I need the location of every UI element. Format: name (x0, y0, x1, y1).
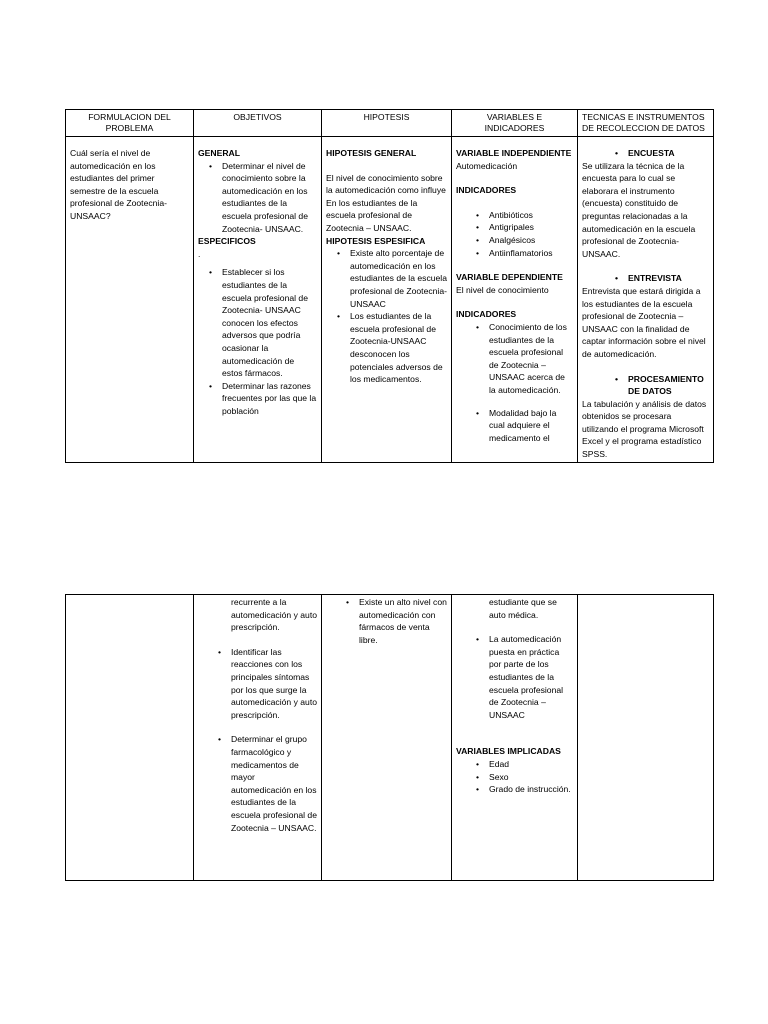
list-item: • Establecer si los estudiantes de la escuela profesional de Zootecnia- UNSAAC conocen los efectos adversos que podría ocasionar la automedicación de estos fármacos. (222, 266, 317, 379)
objetivos-continued-text: recurrente a la automedicación y auto prescripción. (231, 597, 317, 633)
variables-cell-continued (452, 595, 578, 881)
list-item: • Los estudiantes de la escuela profesional de Zootecnia-UNSAAC desconocen los potenciales adversos de los medicamentos. (350, 310, 447, 386)
research-matrix-table-page1 (65, 109, 714, 463)
indicadores-list (456, 209, 573, 259)
procesamiento-label: • PROCESAMIENTO DE DATOS (628, 373, 709, 398)
list-item: • Analgésicos (489, 234, 573, 247)
list-item: • Grado de instrucción. (489, 783, 573, 796)
entrevista-heading (582, 272, 709, 285)
variable-independiente-label: VARIABLE INDEPENDIENTE (456, 148, 572, 158)
list-item: • La automedicación puesta en práctica por parte de los estudiantes de la escuela profesional de Zootecnia – UNSAAC (489, 633, 573, 721)
procesamiento-heading (582, 373, 709, 398)
variable-dependiente-label: VARIABLE DEPENDIENTE (456, 272, 563, 283)
problema-text: Cuál sería el nivel de automedicación en los estudiantes del primer semestre de la escuela profesional de Zootecnia- UNSAAC? (70, 148, 167, 221)
entrevista-text: Entrevista que estará dirigida a los estudiantes de la escuela profesional de Zootecnia – UNSAAC con la finalidad de captar información sobre el nivel de automedicación. (582, 285, 706, 359)
list-item: • Determinar el grupo farmacológico y medicamentos de mayor automedicación en los estudiantes de la escuela profesional de Zootecnia – UNSAAC. (231, 733, 317, 834)
procesamiento-text: La tabulación y análisis de datos obtenidos se procesara utilizando el programa Microsoft Excel y el programa estadístico SPSS. (582, 398, 707, 460)
list-item: • Conocimiento de los estudiantes de la escuela profesional de Zootecnia – UNSAAC acerca de la automedicación. (489, 321, 573, 397)
indicadores2-list (456, 321, 573, 444)
objetivos-especificos-list (198, 266, 317, 417)
list-item: • Modalidad bajo la cual adquiere el medicamento el (489, 407, 573, 445)
objetivos-especificos-label: ESPECIFICOS (198, 236, 256, 247)
list-item: • Antiinflamatorios (489, 247, 573, 260)
variables-more-list (456, 633, 573, 721)
list-item: • Edad (489, 758, 573, 771)
hipotesis-especifica-list (326, 247, 447, 386)
header-objetivos: OBJETIVOS (194, 110, 322, 137)
variables-implicadas-label: VARIABLES IMPLICADAS (456, 746, 561, 757)
hipotesis-cell (322, 137, 452, 463)
variables-cell (452, 137, 578, 463)
variable-dependiente-value: El nivel de conocimiento (456, 284, 549, 295)
tecnicas-cell (578, 137, 714, 463)
problema-cell-continued (66, 595, 194, 881)
objetivos-more-list (198, 646, 317, 834)
hipotesis-cell-continued (322, 595, 452, 881)
encuesta-label: • ENCUESTA (628, 147, 709, 160)
tecnicas-cell-continued (578, 595, 714, 881)
list-item: • Identificar las reacciones con los principales síntomas por los que surge la automedicación y auto prescripción. (231, 646, 317, 722)
indicadores2-label: INDICADORES (456, 309, 517, 320)
header-variables: VARIABLES E INDICADORES (452, 110, 578, 137)
research-matrix-table-page2 (65, 594, 714, 881)
objetivos-general-label: GENERAL (198, 148, 241, 158)
encuesta-heading (582, 147, 709, 160)
hipotesis-general-label: HIPOTESIS GENERAL (326, 148, 417, 158)
variable-independiente-value: Automedicación (456, 160, 518, 171)
variables-continued-text: estudiante que se auto médica. (489, 597, 557, 620)
hipotesis-especifica-label: HIPOTESIS ESPESIFICA (326, 235, 426, 246)
indicadores-label: INDICADORES (456, 185, 517, 196)
header-row (66, 110, 714, 137)
list-item: • Existe un alto nivel con automedicación con fármacos de venta libre. (359, 596, 447, 646)
objetivos-cell-continued (194, 595, 322, 881)
encuesta-text: Se utilizara la técnica de la encuesta para lo cual se elaborara el instrumento (encuesta) constituido de preguntas relacionadas a la automedicación en la escuela profesional de Zootecnia- UNSAAC. (582, 160, 696, 259)
list-item: • Determinar las razones frecuentes por las que la población (222, 380, 317, 418)
hipotesis-general-text: El nivel de conocimiento sobre la automedicación como influye En los estudiantes de la escuela profesional de Zootecnia – UNSAAC. (326, 172, 446, 233)
variables-implicadas-list (456, 758, 573, 796)
list-item: • Sexo (489, 771, 573, 784)
header-tecnicas: TECNICAS E INSTRUMENTOS DE RECOLECCION DE DATOS (578, 110, 714, 137)
list-item: • Determinar el nivel de conocimiento sobre la automedicación en los estudiantes de la escuela profesional de Zootecnia- UNSAAC. (222, 160, 317, 236)
objetivos-especificos-dot: . (198, 248, 201, 259)
objetivos-general-list (198, 160, 317, 236)
list-item: • Existe alto porcentaje de automedicación en los estudiantes de la escuela profesional de Zootecnia- UNSAAC (350, 247, 447, 310)
entrevista-label: • ENTREVISTA (628, 272, 709, 285)
header-hipotesis: HIPOTESIS (322, 110, 452, 137)
hipotesis-more-list (326, 596, 447, 646)
problema-cell (66, 137, 194, 463)
list-item: • Antigripales (489, 221, 573, 234)
objetivos-cell (194, 137, 322, 463)
header-formulacion: FORMULACION DEL PROBLEMA (66, 110, 194, 137)
list-item: • Antibióticos (489, 209, 573, 222)
content-row-continued (66, 595, 714, 881)
content-row (66, 137, 714, 463)
